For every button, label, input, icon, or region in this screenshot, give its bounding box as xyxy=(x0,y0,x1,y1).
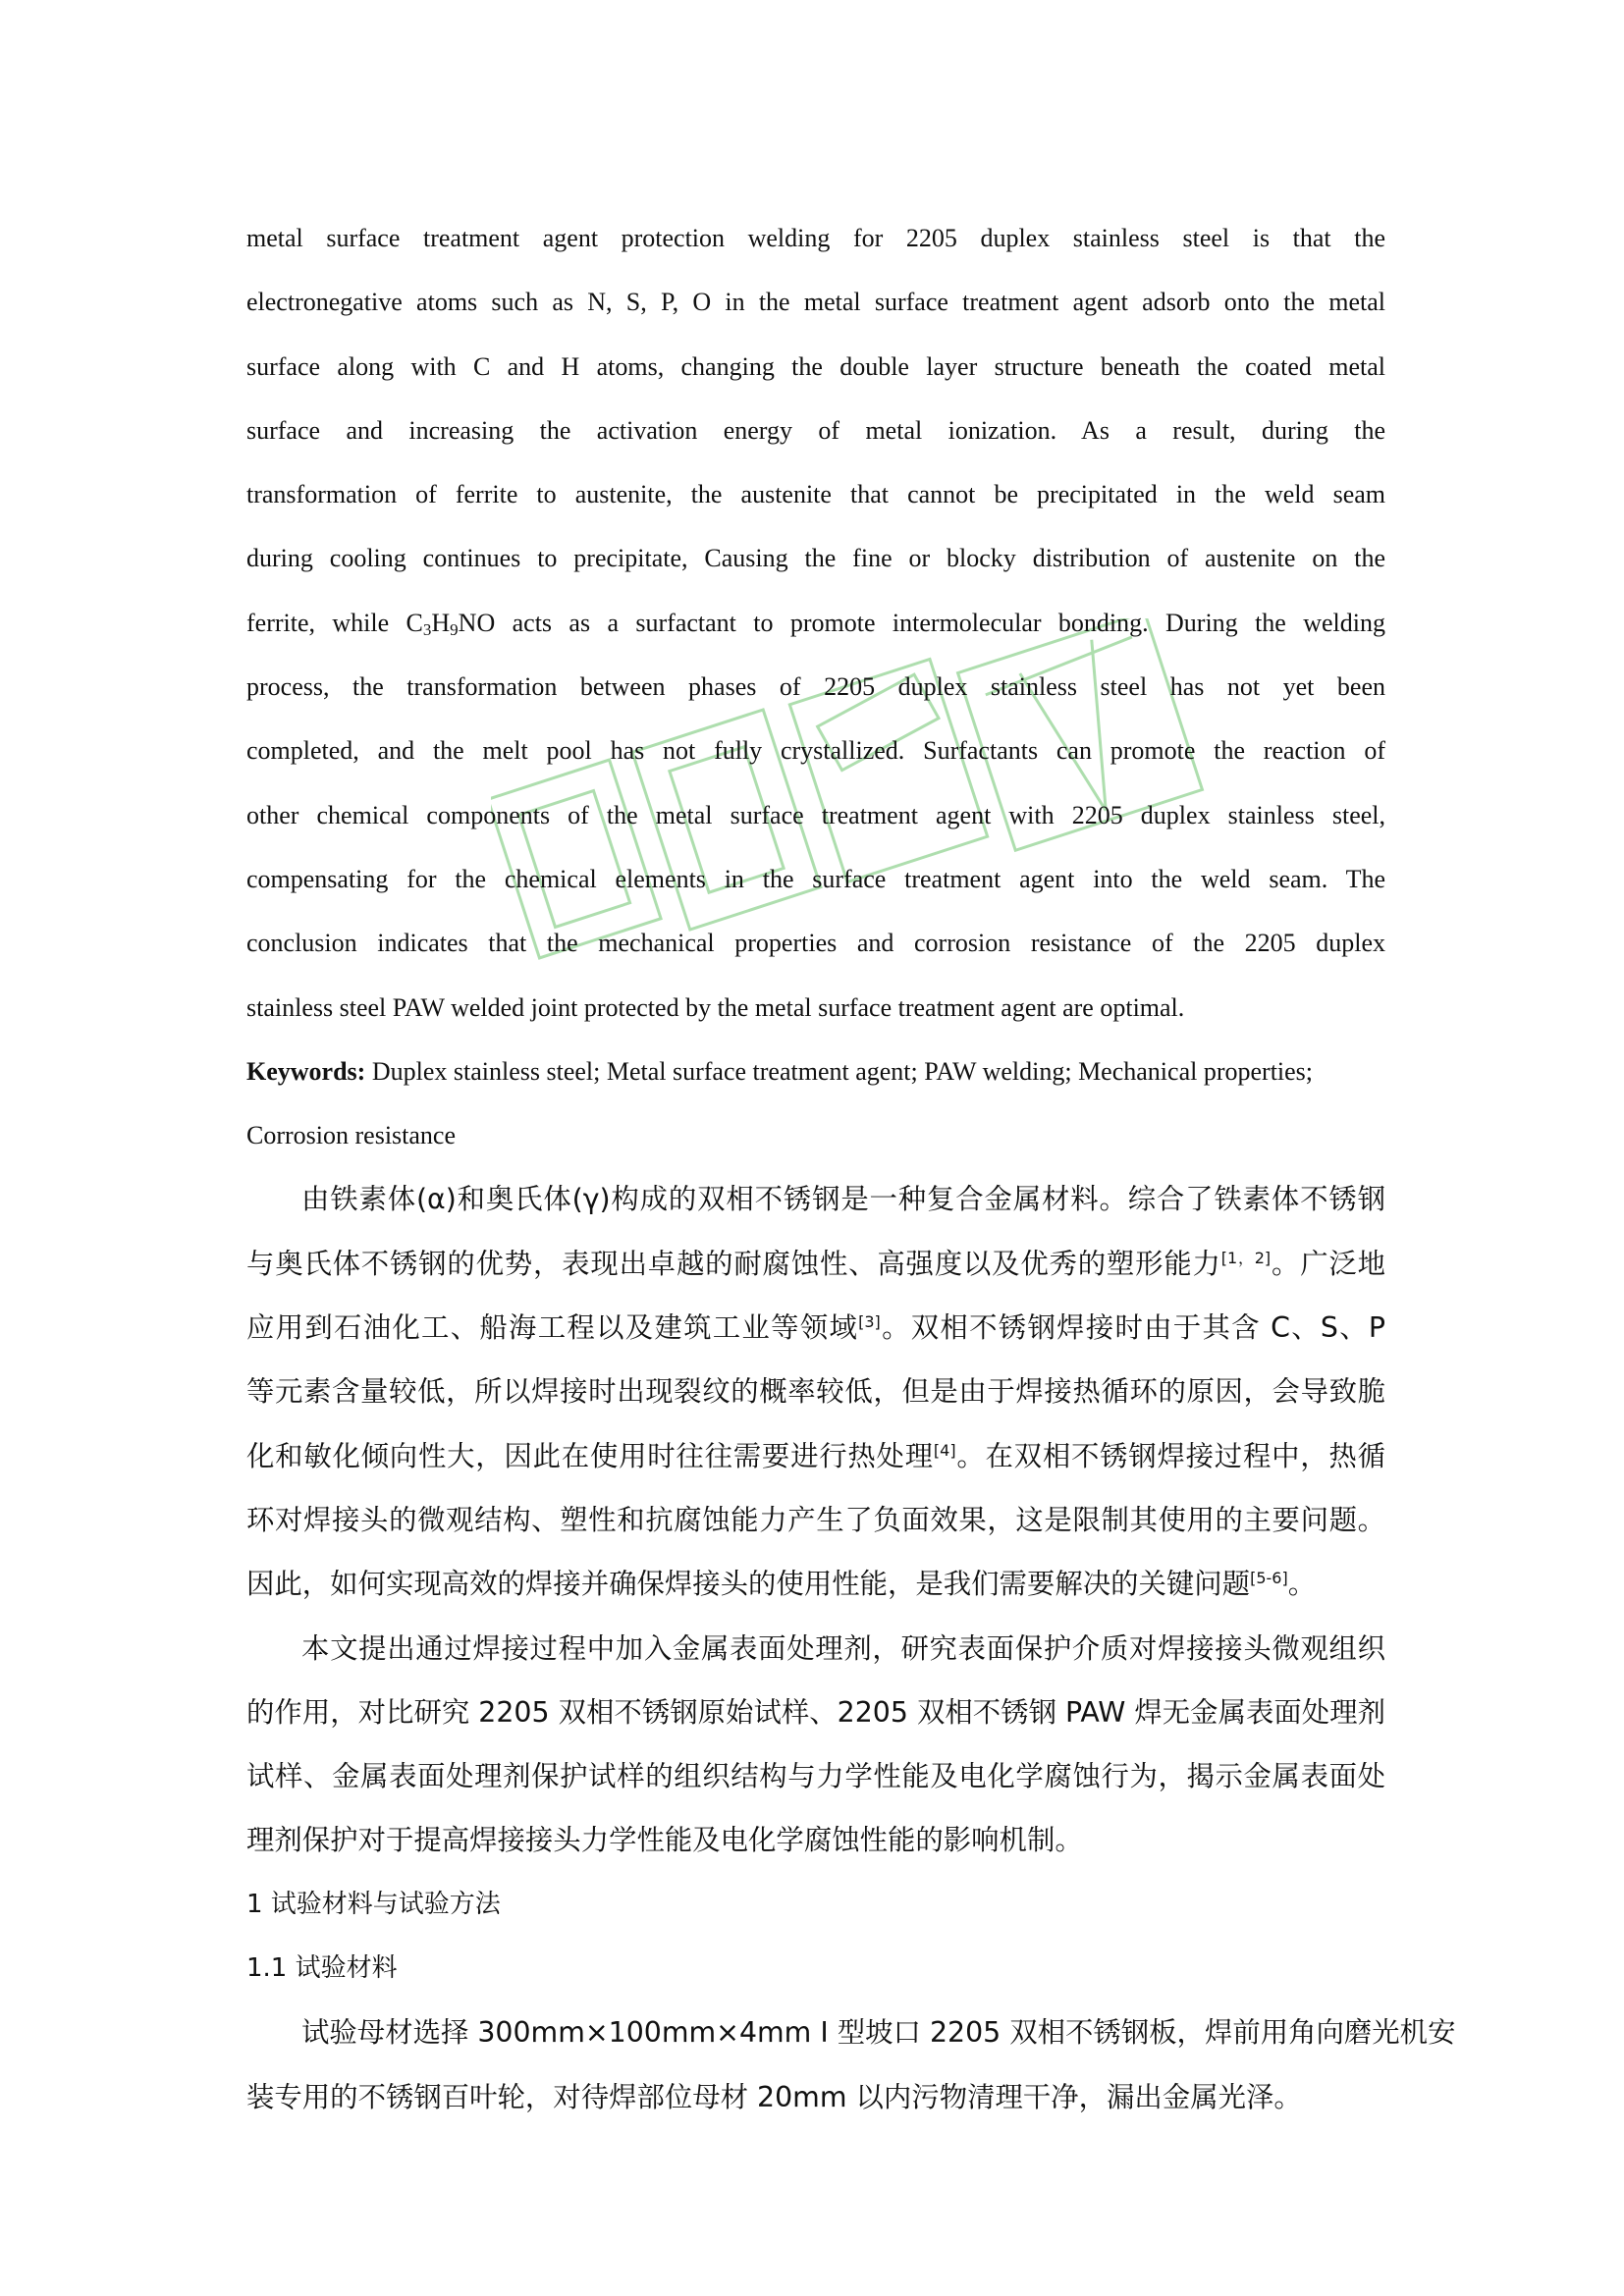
text-line: transformation of ferrite to austenite, the austenite that cannot be precipitated in the weld seam xyxy=(246,480,1385,509)
text-fragment: 。广泛地 xyxy=(1271,1247,1385,1280)
citation: [4] xyxy=(933,1440,956,1460)
text-line: process, the transformation between phases of 2205 duplex stainless steel has not yet been xyxy=(246,672,1385,702)
subscript: 9 xyxy=(450,619,459,639)
subscript: 3 xyxy=(422,619,432,639)
text-fragment: 试验母材选择 300mm×100mm×4mm I 型坡口 2205 双相不锈钢板，焊前用角向磨光机安 xyxy=(301,2016,1456,2050)
text-line: stainless steel PAW welded joint protected by the metal surface treatment agent are optimal. xyxy=(246,992,1185,1022)
keywords-label: Keywords: xyxy=(246,1056,366,1086)
intro-paragraph xyxy=(246,1167,1385,1616)
text-fragment: 。 xyxy=(1287,1568,1317,1601)
citation: [1，2] xyxy=(1220,1248,1272,1267)
text-line: electronegative atoms such as N, S, P, O in the metal surface treatment agent adsorb onto the metal xyxy=(246,288,1385,317)
text-line: 理剂保护对于提高焊接接头力学性能及电化学腐蚀性能的影响机制。 xyxy=(246,1824,1083,1857)
text-line xyxy=(246,1167,1385,1231)
keywords xyxy=(246,1040,1326,1168)
text-fragment: 本文提出通过焊接过程中加入金属表面处理剂，研究表面保护介质对焊接接头微观组织 xyxy=(301,1631,1385,1665)
text-line: surface and increasing the activation energy of metal ionization. As a result, during the xyxy=(246,415,1385,445)
text-fragment: ferrite, while C xyxy=(246,608,423,637)
text-line xyxy=(246,1232,1385,1296)
text-line: during cooling continues to precipitate, Causing the fine or blocky distribution of austenite on the xyxy=(246,544,1385,573)
text-line: 试样、金属表面处理剂保护试样的组织结构与力学性能及电化学腐蚀行为，揭示金属表面处 xyxy=(246,1760,1385,1793)
text-line: 装专用的不锈钢百叶轮，对待焊部位母材 20mm 以内污物清理干净，漏出金属光泽。 xyxy=(246,2080,1302,2113)
subsection-heading: 1.1 试验材料 xyxy=(246,1953,398,1984)
text-fragment: 。在双相不锈钢焊接过程中，热循 xyxy=(955,1439,1385,1472)
section-heading: 1 试验材料与试验方法 xyxy=(246,1889,501,1919)
text-fragment: 与奥氏体不锈钢的优势，表现出卓越的耐腐蚀性、高强度以及优秀的塑形能力 xyxy=(246,1247,1221,1280)
text-line xyxy=(246,2001,1456,2064)
text-line: 的作用，对比研究 2205 双相不锈钢原始试样、2205 双相不锈钢 PAW 焊无金属表面处理剂 xyxy=(246,1695,1385,1729)
text-line-formula xyxy=(246,591,1385,655)
text-fragment: H xyxy=(431,608,451,637)
text-fragment: 因此，如何实现高效的焊接并确保焊接头的使用性能，是我们需要解决的关键问题 xyxy=(246,1568,1251,1601)
keywords-text: Duplex stainless steel; Metal surface treatment agent; PAW welding; Mechanical properties; Corrosion resistance xyxy=(246,1056,1314,1150)
citation: [5-6] xyxy=(1250,1569,1288,1588)
main-content xyxy=(246,206,1456,2129)
citation: [3] xyxy=(858,1312,881,1332)
text-fragment: 应用到石油化工、船海工程以及建筑工业等领域 xyxy=(246,1311,859,1345)
abstract-continuation xyxy=(246,206,1385,1040)
text-line xyxy=(246,1617,1385,1681)
text-fragment: 由铁素体(α)和奥氏体(γ)构成的双相不锈钢是一种复合金属材料。综合了铁素体不锈钢 xyxy=(301,1183,1385,1216)
text-line: surface along with C and H atoms, changing the double layer structure beneath the coated metal xyxy=(246,351,1385,381)
text-line: 环对焊接头的微观结构、塑性和抗腐蚀能力产生了负面效果，这是限制其使用的主要问题。 xyxy=(246,1503,1385,1536)
text-line: 等元素含量较低，所以焊接时出现裂纹的概率较低，但是由于焊接热循环的原因，会导致脆 xyxy=(246,1375,1385,1409)
text-line xyxy=(246,1296,1385,1360)
text-line: completed, and the melt pool has not fully crystallized. Surfactants can promote the reaction of xyxy=(246,736,1385,766)
text-line: conclusion indicates that the mechanical properties and corrosion resistance of the 2205 duplex xyxy=(246,929,1385,958)
text-fragment: 。双相不锈钢焊接时由于其含 C、S、P xyxy=(880,1311,1385,1345)
text-fragment: NO acts as a surfactant to promote intermolecular bonding. During the welding xyxy=(458,608,1385,637)
text-line: other chemical components of the metal surface treatment agent with 2205 duplex stainless steel, xyxy=(246,800,1385,829)
text-line xyxy=(246,1552,1385,1616)
text-line xyxy=(246,1424,1385,1488)
text-fragment: 化和敏化倾向性大，因此在使用时往往需要进行热处理 xyxy=(246,1439,934,1472)
text-line: compensating for the chemical elements in the surface treatment agent into the weld seam. The xyxy=(246,864,1385,893)
materials-paragraph xyxy=(246,2001,1456,2129)
text-line: metal surface treatment agent protection welding for 2205 duplex stainless steel is that the xyxy=(246,224,1385,252)
purpose-paragraph xyxy=(246,1617,1385,1873)
